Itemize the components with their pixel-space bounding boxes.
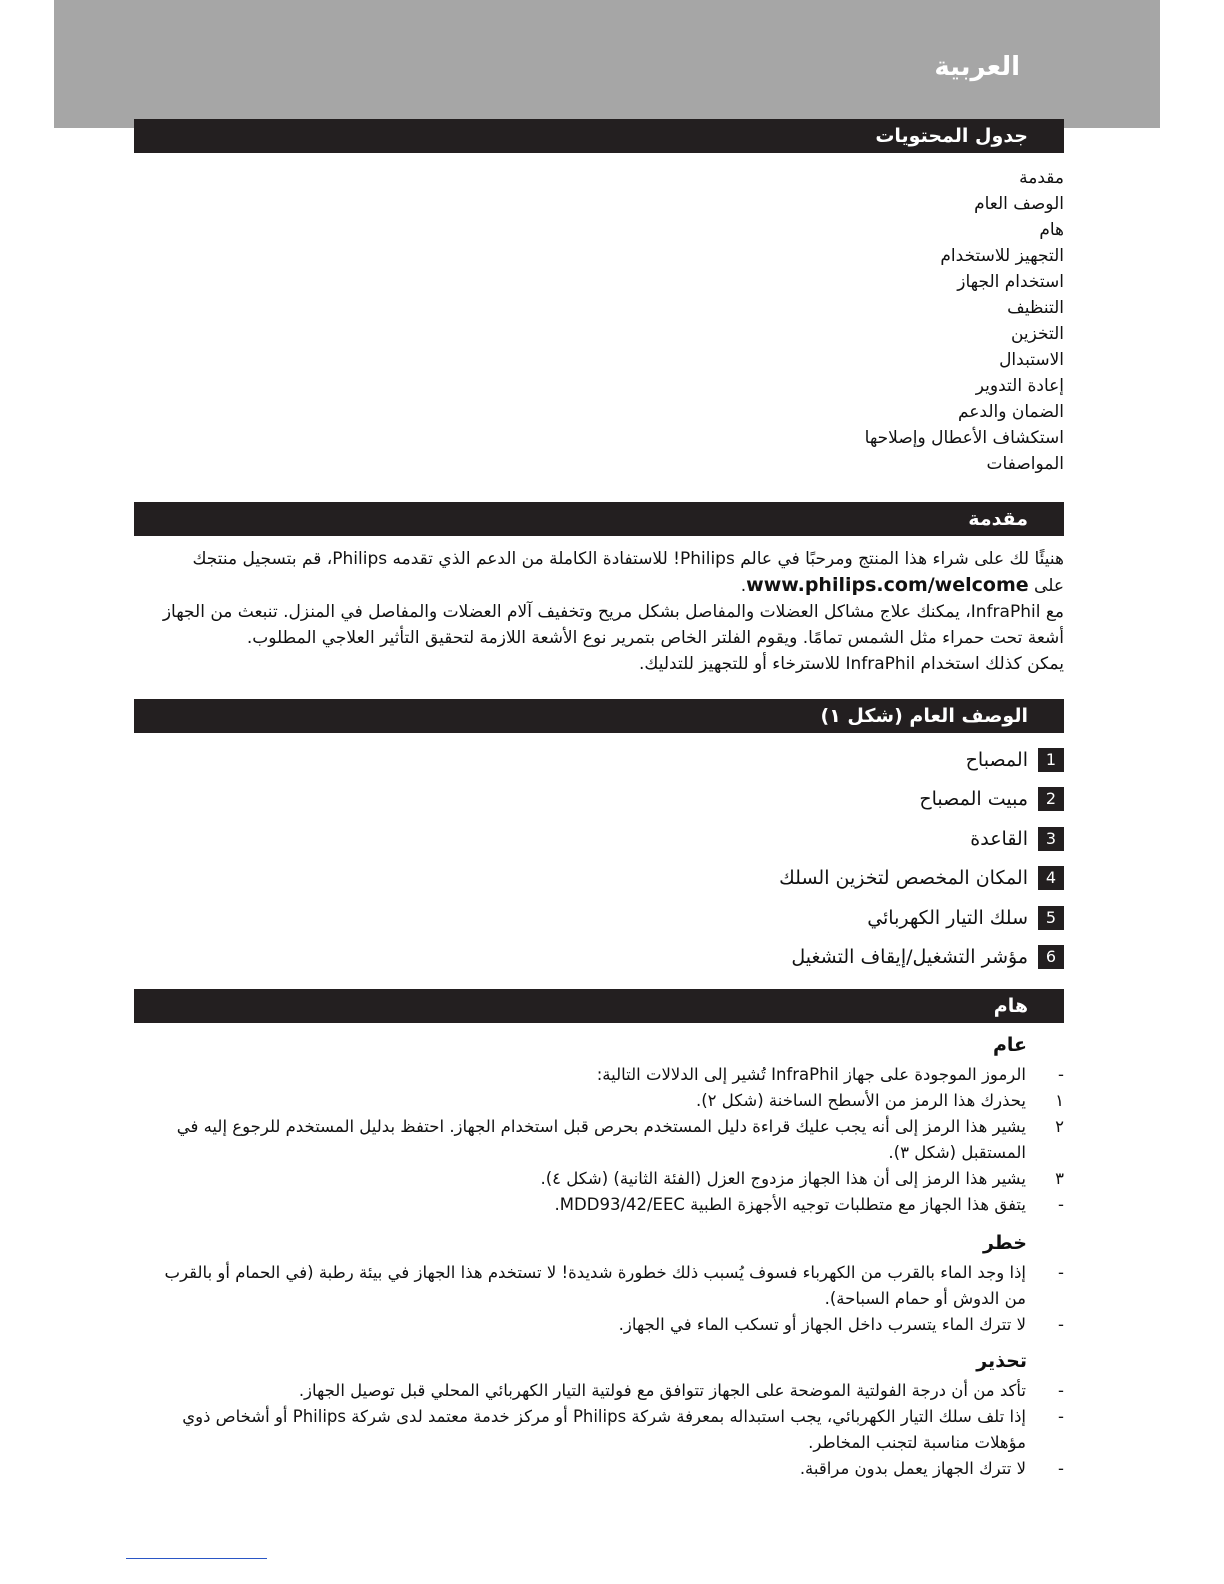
toc-item[interactable]: مقدمة xyxy=(1019,168,1064,188)
toc-item[interactable]: التنظيف xyxy=(1007,298,1064,318)
list-marker: ٣ xyxy=(1055,1169,1064,1188)
toc-item[interactable]: هام xyxy=(1039,220,1064,240)
toc-item[interactable]: الوصف العام xyxy=(974,194,1064,214)
item-label: القاعدة xyxy=(970,827,1028,850)
list-item xyxy=(150,1114,1064,1166)
list-text: يتفق هذا الجهاز مع متطلبات توجيه الأجهزة الطبية MDD93/42/EEC. xyxy=(554,1195,1026,1214)
intro-suffix: . xyxy=(740,576,747,596)
footnote-divider xyxy=(126,1558,267,1559)
toc-item[interactable]: التجهيز للاستخدام xyxy=(940,246,1064,266)
list-marker: - xyxy=(1058,1195,1064,1214)
item-number: 1 xyxy=(1038,748,1064,772)
parts-list-item xyxy=(364,740,1064,780)
list-marker: - xyxy=(1058,1459,1064,1478)
list-marker: - xyxy=(1058,1381,1064,1400)
intro-line: يمكن كذلك استخدام InfraPhil للاسترخاء أو للتجهيز للتدليك. xyxy=(639,654,1064,674)
toc-item[interactable]: إعادة التدوير xyxy=(975,376,1064,396)
general-description-heading: الوصف العام (شكل ١) xyxy=(134,699,1064,733)
item-label: المصباح xyxy=(965,748,1028,771)
list-item xyxy=(150,1192,1064,1218)
warning-list xyxy=(150,1378,1064,1482)
list-marker: - xyxy=(1058,1315,1064,1334)
list-text: تأكد من أن درجة الفولتية الموضحة على الجهاز تتوافق مع فولتية التيار الكهربائي المحلي قبل توصيل الجهاز. xyxy=(298,1381,1026,1400)
list-item xyxy=(150,1456,1064,1482)
toc-item[interactable]: الضمان والدعم xyxy=(957,402,1064,422)
toc-list xyxy=(464,165,1064,477)
intro-line: مع InfraPhil، يمكنك علاج مشاكل العضلات والمفاصل بشكل مريح وتخفيف آلام العضلات والمفاصل في المنزل. تنبعث من الجهاز أشعة تحت حمراء مثل الشمس تمامًا. ويقوم الفلتر الخاص بتمرير نوع الأشعة اللازمة لتحقيق التأثير العلاجي المطلوب. xyxy=(162,602,1064,648)
parts-list xyxy=(364,740,1064,977)
item-number: 2 xyxy=(1038,787,1064,811)
parts-list-item xyxy=(364,938,1064,978)
parts-list-item xyxy=(364,819,1064,859)
language-title: العربية xyxy=(934,52,1020,82)
intro-line xyxy=(146,572,1064,599)
list-marker: ١ xyxy=(1055,1091,1064,1110)
list-item xyxy=(150,1062,1064,1088)
list-text: الرموز الموجودة على جهاز InfraPhil تُشير إلى الدلالات التالية: xyxy=(596,1065,1026,1084)
intro-text xyxy=(146,546,1064,677)
list-marker: - xyxy=(1058,1407,1064,1426)
list-item xyxy=(150,1404,1064,1456)
parts-list-item xyxy=(364,780,1064,820)
list-text: لا تترك الجهاز يعمل بدون مراقبة. xyxy=(799,1459,1026,1478)
intro-line: هنيئًا لك على شراء هذا المنتج ومرحبًا في عالم Philips! للاستفادة الكاملة من الدعم الذي تقدمه Philips، قم بتسجيل منتجك xyxy=(192,549,1064,569)
list-text: إذا تلف سلك التيار الكهربائي، يجب استبداله بمعرفة شركة Philips أو مركز خدمة معتمد لدى شركة Philips أو أشخاص ذوي مؤهلات مناسبة لتجنب المخاطر. xyxy=(182,1407,1026,1452)
item-label: مبيت المصباح xyxy=(919,788,1028,811)
list-item xyxy=(150,1088,1064,1114)
parts-list-item xyxy=(364,859,1064,899)
general-list xyxy=(150,1062,1064,1218)
toc-item[interactable]: استخدام الجهاز xyxy=(957,272,1064,292)
toc-item[interactable]: الاستبدال xyxy=(999,350,1064,370)
list-marker: - xyxy=(1058,1065,1064,1084)
list-marker: - xyxy=(1058,1263,1064,1282)
welcome-url-link[interactable]: www.philips.com/welcome xyxy=(746,574,1029,596)
list-text: لا تترك الماء يتسرب داخل الجهاز أو تسكب الماء في الجهاز. xyxy=(618,1315,1026,1334)
list-item xyxy=(150,1312,1064,1338)
item-number: 3 xyxy=(1038,827,1064,851)
warning-subheading: تحذير xyxy=(976,1350,1027,1372)
danger-list xyxy=(150,1260,1064,1338)
intro-prefix: على xyxy=(1028,576,1064,596)
important-heading: هام xyxy=(134,989,1064,1023)
item-number: 5 xyxy=(1038,906,1064,930)
list-item xyxy=(150,1166,1064,1192)
list-text: يحذرك هذا الرمز من الأسطح الساخنة (شكل ٢). xyxy=(695,1091,1026,1110)
list-item xyxy=(150,1260,1064,1312)
parts-list-item xyxy=(364,898,1064,938)
item-label: المكان المخصص لتخزين السلك xyxy=(779,867,1028,890)
item-number: 4 xyxy=(1038,866,1064,890)
list-text: يشير هذا الرمز إلى أن هذا الجهاز مزدوج العزل (الفئة الثانية) (شكل ٤). xyxy=(540,1169,1026,1188)
toc-item[interactable]: استكشاف الأعطال وإصلاحها xyxy=(864,428,1064,448)
toc-item[interactable]: المواصفات xyxy=(986,454,1064,474)
list-text: يشير هذا الرمز إلى أنه يجب عليك قراءة دليل المستخدم بحرص قبل استخدام الجهاز. احتفظ بدليل المستخدم للرجوع إليه في المستقبل (شكل ٣). xyxy=(176,1117,1026,1162)
toc-item[interactable]: التخزين xyxy=(1010,324,1064,344)
list-text: إذا وجد الماء بالقرب من الكهرباء فسوف يُسبب ذلك خطورة شديدة! لا تستخدم هذا الجهاز في بيئة رطبة (في الحمام أو بالقرب من الدوش أو حمام السباحة). xyxy=(164,1263,1026,1308)
general-subheading: عام xyxy=(992,1034,1027,1056)
item-label: سلك التيار الكهربائي xyxy=(867,906,1028,929)
item-label: مؤشر التشغيل/إيقاف التشغيل xyxy=(791,946,1028,969)
list-marker: ٢ xyxy=(1055,1117,1064,1136)
toc-heading: جدول المحتويات xyxy=(134,119,1064,153)
danger-subheading: خطر xyxy=(982,1232,1027,1254)
item-number: 6 xyxy=(1038,945,1064,969)
list-item xyxy=(150,1378,1064,1404)
intro-heading: مقدمة xyxy=(134,502,1064,536)
